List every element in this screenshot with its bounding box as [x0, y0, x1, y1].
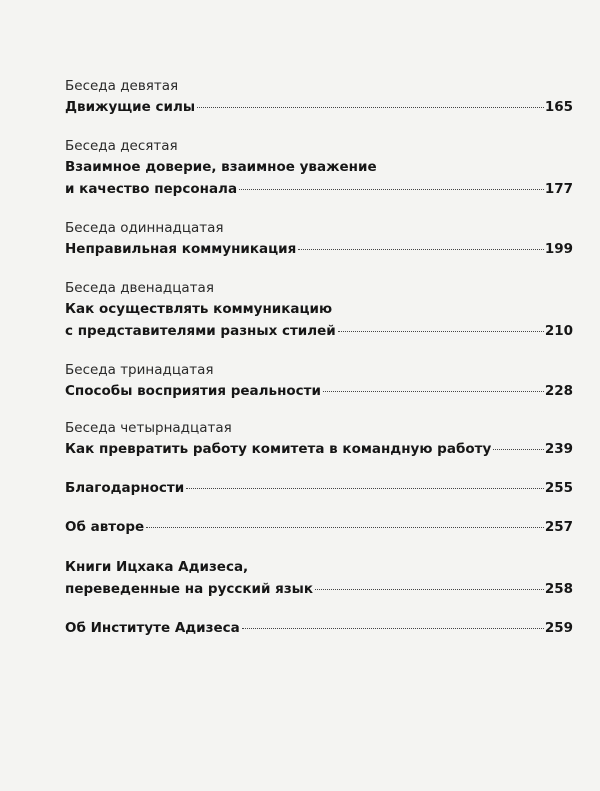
- toc-entry-conversation-12: [65, 278, 573, 342]
- toc-entry-title: Как осуществлять коммуникацию: [65, 301, 333, 317]
- toc-entry-title: Взаимное доверие, взаимное уважение: [65, 159, 377, 175]
- dot-leader: [323, 390, 544, 392]
- toc-entry-conversation-11: [65, 218, 573, 260]
- dot-leader: [493, 448, 544, 450]
- toc-entry-books: [65, 556, 573, 600]
- dot-leader: [298, 248, 544, 250]
- toc-entry-kicker: Беседа четырнадцатая: [65, 420, 232, 436]
- toc-page-number: 258: [544, 581, 573, 597]
- toc-page-number: 165: [544, 99, 573, 115]
- toc-entry-title: Благодарности: [65, 480, 185, 496]
- toc-entry-title-line: [65, 178, 573, 200]
- dot-leader: [186, 487, 544, 489]
- toc-entry-kicker: Беседа двенадцатая: [65, 280, 214, 296]
- toc-page-number: 228: [544, 383, 573, 399]
- toc-entry-conversation-9: [65, 76, 573, 118]
- toc-entry-title-continued: и качество персонала: [65, 181, 238, 197]
- toc-page-number: 239: [544, 441, 573, 457]
- toc-entry-kicker: Беседа десятая: [65, 138, 178, 154]
- toc-entry-conversation-10: [65, 136, 573, 200]
- toc-entry-kicker: Беседа тринадцатая: [65, 362, 214, 378]
- toc-entry-title-line: [65, 156, 573, 178]
- toc-page-number: 257: [544, 519, 573, 535]
- toc-entry-title: Книги Ицхака Адизеса,: [65, 559, 249, 575]
- toc-entry-title-continued: переведенные на русский язык: [65, 581, 314, 597]
- toc-entry-title: Об авторе: [65, 519, 145, 535]
- toc-entry-title-line: [65, 556, 573, 578]
- toc-entry-title-line: [65, 477, 573, 499]
- toc-entry-kicker: Беседа девятая: [65, 78, 179, 94]
- toc-entry-title: Движущие силы: [65, 99, 196, 115]
- toc-entry-about-author: [65, 516, 573, 538]
- toc-page-number: 210: [544, 323, 573, 339]
- toc-entry-title-line: [65, 438, 573, 460]
- dot-leader: [146, 526, 544, 528]
- toc-entry-title: Неправильная коммуникация: [65, 241, 297, 257]
- toc-entry-title-line: [65, 617, 573, 639]
- toc-entry-title: Способы восприятия реальности: [65, 383, 321, 399]
- toc-entry-title-continued: с представителями разных стилей: [65, 323, 336, 339]
- toc-entry-conversation-13: [65, 360, 573, 402]
- toc-entry-title-line: [65, 298, 573, 320]
- toc-entry-title-line: [65, 578, 573, 600]
- toc-entry-institute: [65, 617, 573, 639]
- toc-entry-kicker: Беседа одиннадцатая: [65, 220, 224, 236]
- dot-leader: [315, 588, 544, 590]
- toc-entry-title: Как превратить работу комитета в командную работу: [65, 441, 492, 457]
- dot-leader: [197, 106, 544, 108]
- toc-page-number: 255: [544, 480, 573, 496]
- toc-entry-title-line: [65, 516, 573, 538]
- toc-entry-conversation-14: [65, 418, 573, 460]
- toc-entry-title: Об Институте Адизеса: [65, 620, 240, 636]
- toc-page-number: 259: [544, 620, 573, 636]
- toc-page-number: 177: [544, 181, 573, 197]
- toc-entry-title-line: [65, 320, 573, 342]
- dot-leader: [242, 627, 544, 629]
- toc-entry-acknowledgements: [65, 477, 573, 499]
- toc-entry-title-line: [65, 238, 573, 260]
- toc-page-number: 199: [544, 241, 573, 257]
- table-of-contents: [65, 76, 573, 639]
- dot-leader: [239, 188, 544, 190]
- toc-entry-title-line: [65, 380, 573, 402]
- toc-entry-title-line: [65, 96, 573, 118]
- dot-leader: [338, 330, 544, 332]
